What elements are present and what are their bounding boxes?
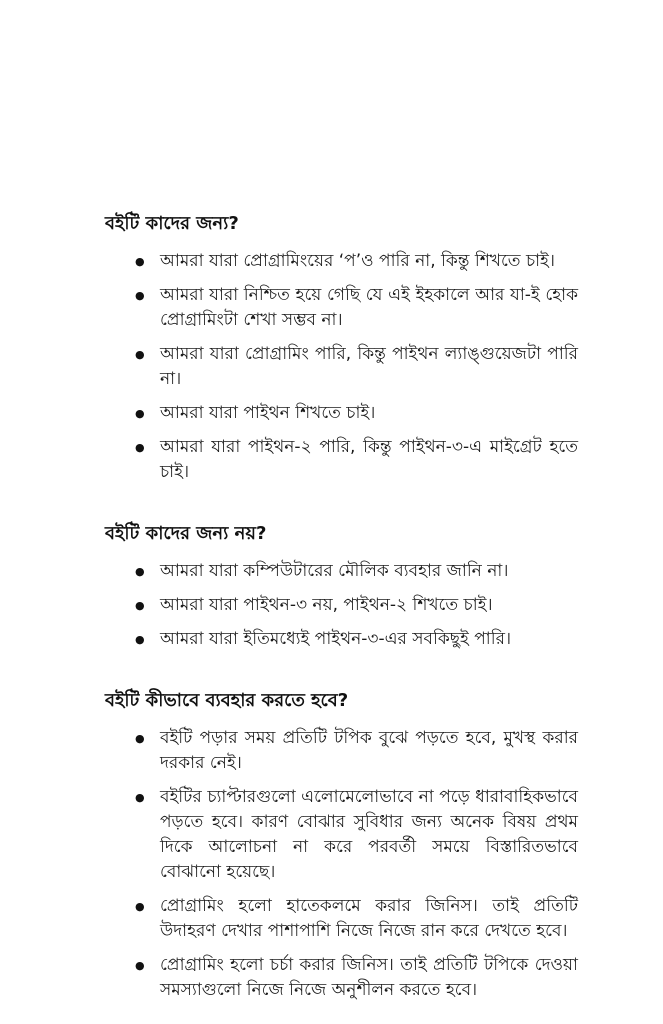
bullet-icon: ● bbox=[135, 599, 145, 612]
bullet-icon: ● bbox=[135, 791, 145, 804]
list-item-text: প্রোগ্রামিং হলো হাতেকলমে করার জিনিস। তাই প্রতিটি উদাহরণ দেখার পাশাপাশি নিজে নিজে রান করে দেখতে হবে। bbox=[160, 896, 578, 941]
list-item-text: বইটি পড়ার সময় প্রতিটি টপিক বুঝে পড়তে হবে, মুখস্থ করার দরকার নেই। bbox=[160, 728, 578, 773]
bullet-icon: ● bbox=[135, 441, 145, 454]
list-item-text: আমরা যারা নিশ্চিত হয়ে গেছি যে এই ইহকালে আর যা-ই হোক প্রোগ্রামিংটা শেখা সম্ভব না। bbox=[160, 285, 578, 330]
bullet-icon: ● bbox=[135, 407, 145, 420]
list-item bbox=[105, 894, 578, 944]
bullet-icon: ● bbox=[135, 255, 145, 268]
list-item bbox=[105, 953, 578, 1003]
list-item-text: আমরা যারা পাইথন-২ পারি, কিন্তু পাইথন-৩-এ মাইগ্রেট হতে চাই। bbox=[160, 437, 578, 482]
list-item-text: বইটির চ্যাপ্টারগুলো এলোমেলোভাবে না পড়ে ধারাবাহিকভাবে পড়তে হবে। কারণ বোঝার সুবিধার জন্য অনেক বিষয় প্রথম দিকে আলোচনা না করে পরবর্তী সময়ে বিস্তারিতভাবে বোঝানো হয়েছে। bbox=[160, 787, 578, 882]
section-who-is-this-book-for bbox=[105, 212, 578, 485]
bullet-list bbox=[105, 249, 578, 485]
bullet-icon: ● bbox=[135, 565, 145, 578]
list-item bbox=[105, 401, 578, 426]
list-item-text: প্রোগ্রামিং হলো চর্চা করার জিনিস। তাই প্রতিটি টপিকে দেওয়া সমস্যাগুলো নিজে নিজে অনুশীলন করতে হবে। bbox=[160, 955, 578, 1000]
bullet-list bbox=[105, 559, 578, 652]
section-heading: বইটি কীভাবে ব্যবহার করতে হবে? bbox=[105, 690, 349, 711]
list-item-text: আমরা যারা কম্পিউটারের মৌলিক ব্যবহার জানি না। bbox=[160, 561, 509, 581]
list-item bbox=[105, 342, 578, 392]
bullet-icon: ● bbox=[135, 633, 145, 646]
list-item-text: আমরা যারা ইতিমধ্যেই পাইথন-৩-এর সবকিছুই পারি। bbox=[160, 629, 512, 649]
bullet-icon: ● bbox=[135, 732, 145, 745]
bullet-icon: ● bbox=[135, 959, 145, 972]
bullet-icon: ● bbox=[135, 348, 145, 361]
section-heading: বইটি কাদের জন্য নয়? bbox=[105, 523, 267, 544]
bullet-icon: ● bbox=[135, 900, 145, 913]
list-item bbox=[105, 559, 578, 584]
list-item bbox=[105, 249, 578, 274]
list-item bbox=[105, 283, 578, 333]
list-item bbox=[105, 785, 578, 885]
list-item-text: আমরা যারা পাইথন-৩ নয়, পাইথন-২ শিখতে চাই। bbox=[160, 595, 493, 615]
list-item bbox=[105, 627, 578, 652]
bullet-icon: ● bbox=[135, 289, 145, 302]
list-item-text: আমরা যারা পাইথন শিখতে চাই। bbox=[160, 403, 376, 423]
list-item bbox=[105, 593, 578, 618]
list-item bbox=[105, 726, 578, 776]
list-item-text: আমরা যারা প্রোগ্রামিং পারি, কিন্তু পাইথন ল্যাঙ্গুয়েজটা পারি না। bbox=[160, 344, 578, 389]
section-how-to-use-this-book bbox=[105, 689, 578, 1003]
section-who-is-this-book-not-for bbox=[105, 522, 578, 652]
bullet-list bbox=[105, 726, 578, 1003]
list-item-text: আমরা যারা প্রোগ্রামিংয়ের ‘প’ও পারি না, কিন্তু শিখতে চাই। bbox=[160, 251, 555, 271]
section-heading: বইটি কাদের জন্য? bbox=[105, 213, 239, 234]
list-item bbox=[105, 435, 578, 485]
